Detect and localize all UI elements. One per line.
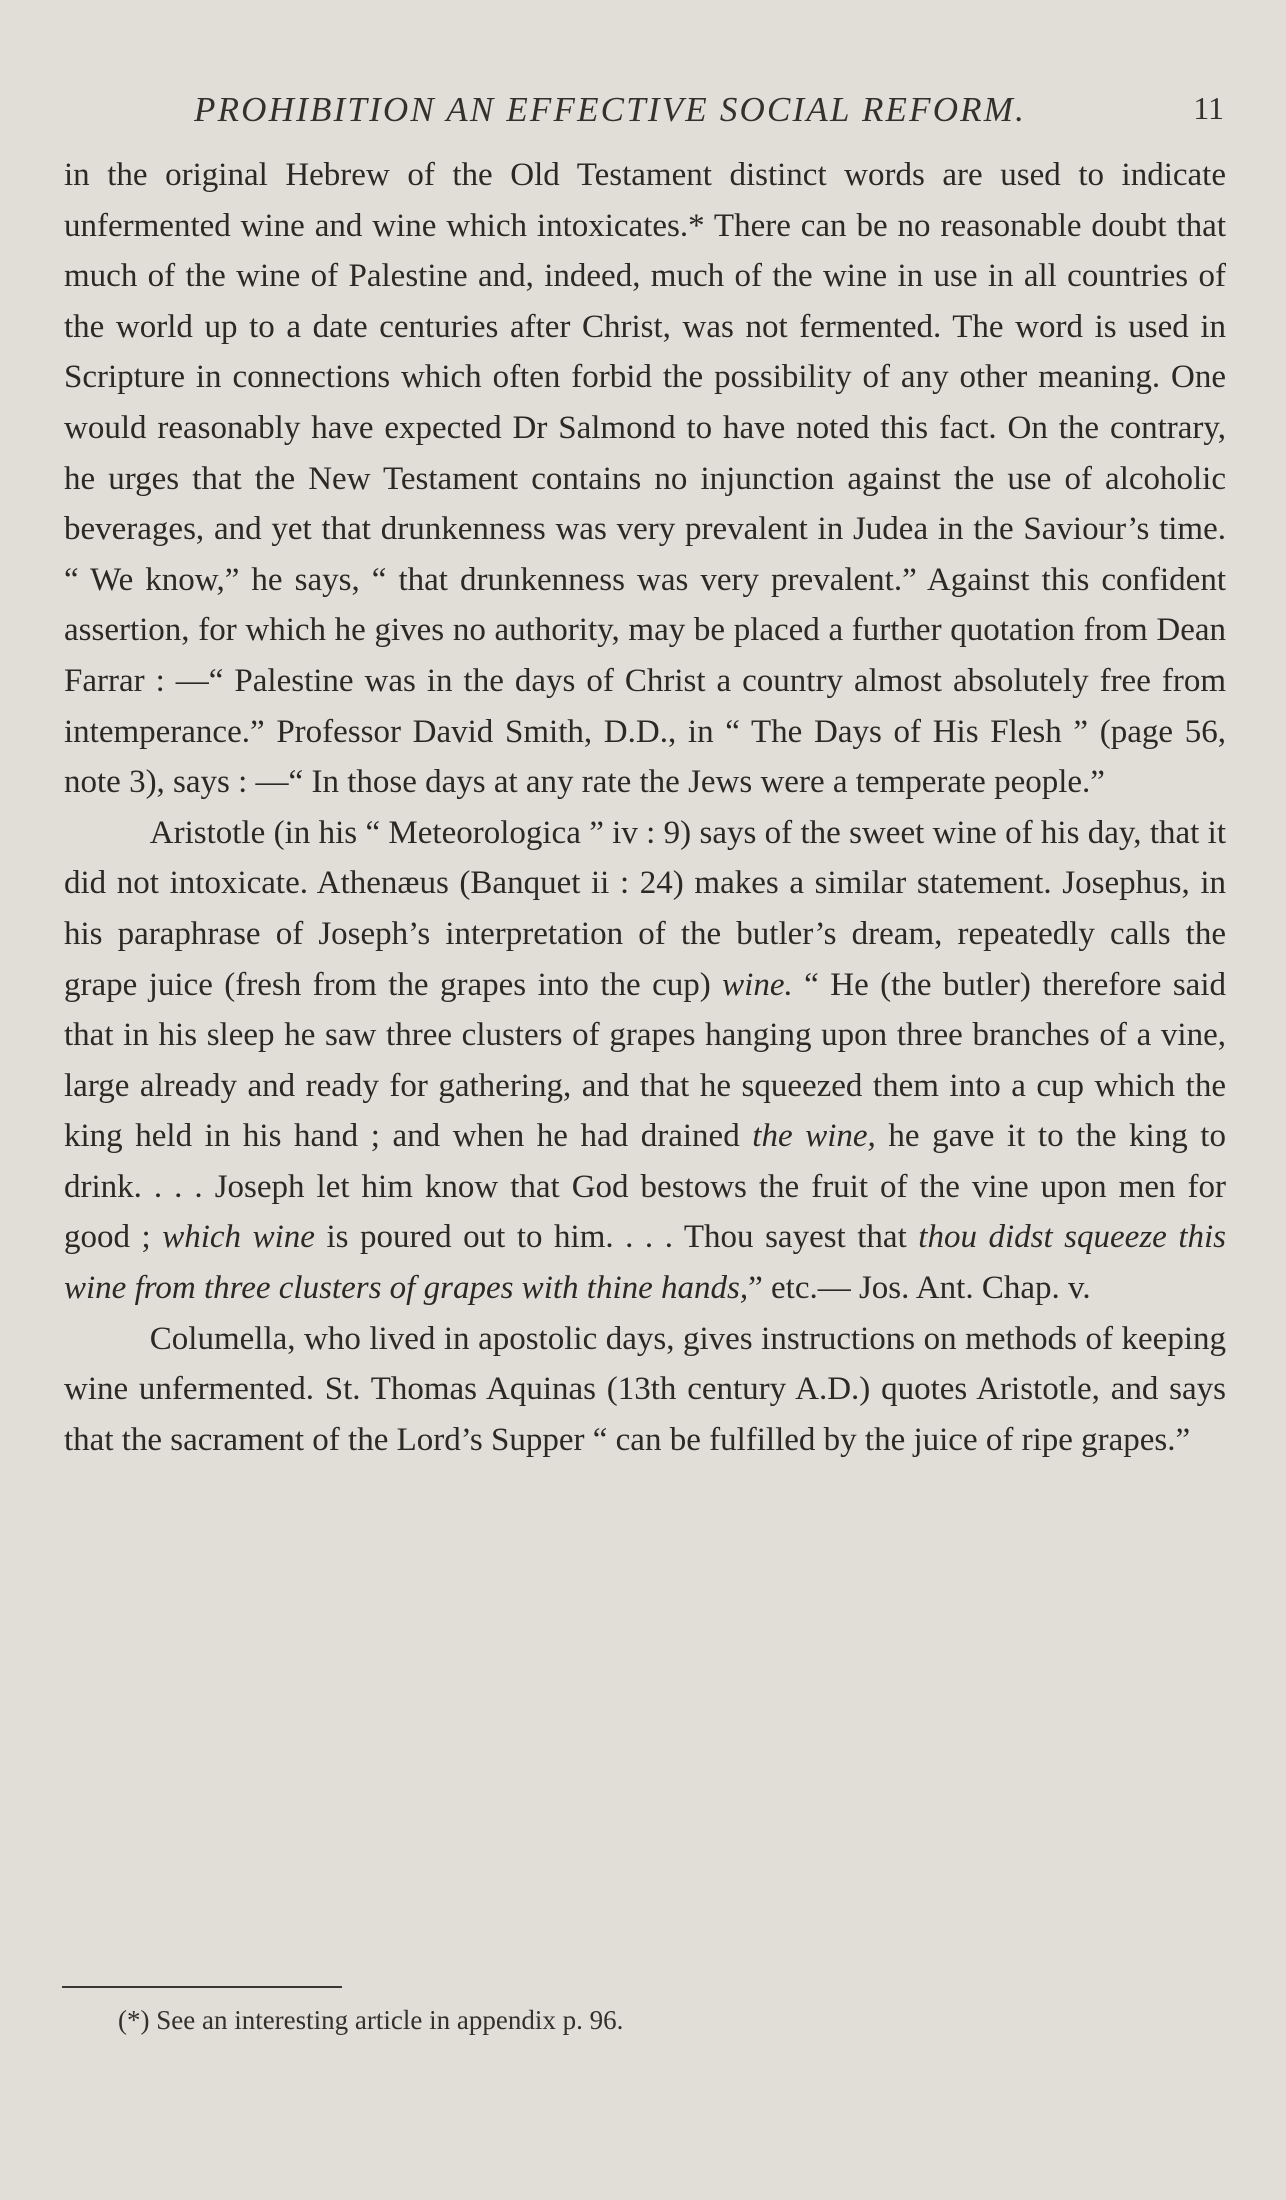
paragraph-2-italic-2: the wine, bbox=[752, 1118, 876, 1155]
paragraph-2-italic-3: which wine bbox=[162, 1219, 315, 1256]
paragraph-1: in the original Hebrew of the Old Testament distinct words are used to indicate unfermented wine and wine which intoxicates.* There can be no reasonable doubt that much of the wine of Palestine and, indeed, much of the wine in use in all countries of the world up to a date centuries after Christ, was not fermented. The word is used in Scripture in connections which often forbid the possibility of any other meaning. One would reasonably have expected Dr Salmond to have noted this fact. On the contrary, he urges that the New Testament contains no injunction against the use of alcoholic beverages, and yet that drunkenness was very prevalent in Judea in the Saviour’s time. “ We know,” he says, “ that drunkenness was very prevalent.” Against this confident assertion, for which he gives no authority, may be placed a further quotation from Dean Farrar : —“ Palestine was in the days of Christ a country almost absolutely free from intemperance.” Professor David Smith, D.D., in “ The Days of His Flesh ” (page 56, note 3), says : —“ In those days at any rate the Jews were a temperate people.” bbox=[64, 157, 1226, 801]
paragraph-2 bbox=[64, 808, 1226, 1314]
paragraph-2-italic-4: thou didst squeeze this wine from three clusters of grapes with thine hands, bbox=[64, 1219, 1227, 1307]
paragraph-2-italic-1: wine. bbox=[722, 966, 793, 1003]
paragraph-2-text-1: Aristotle (in his “ Meteorologica ” iv : 9) says of the sweet wine of his day, that it did not intoxicate. Athenæus (Banquet ii : 24) makes a similar statement. Josephus, in his paraphrase of Joseph’s interpretation of the butler’s dream, repeatedly calls the grape juice (fresh from the grapes into the cup) bbox=[64, 814, 1226, 1003]
page-number: 11 bbox=[1193, 90, 1224, 126]
paragraph-2-text-2: “ He (the butler) therefore said that in his sleep he saw three clusters of grapes hanging upon three branches of a vine, large already and ready for gathering, and that he squeezed them into a cup which the king held in his hand ; and when he had drained bbox=[64, 966, 1226, 1155]
paragraph-2-text-5: ” etc.— Jos. Ant. Chap. v. bbox=[748, 1270, 1091, 1307]
running-head bbox=[64, 86, 1224, 140]
body-text bbox=[64, 150, 1226, 1465]
paragraph-2-text-3: he gave it to the king to drink. . . . Joseph let him know that God bestows the fruit of the vine upon men for good ; bbox=[64, 1118, 1226, 1256]
running-title: PROHIBITION AN EFFECTIVE SOCIAL REFORM. bbox=[194, 90, 1027, 129]
paragraph-2-text-4: is poured out to him. . . . Thou sayest that bbox=[314, 1219, 919, 1256]
footnote: (*) See an interesting article in appendix p. 96. bbox=[118, 2005, 624, 2035]
paragraph-3: Columella, who lived in apostolic days, gives instructions on methods of keeping wine unfermented. St. Thomas Aquinas (13th century A.D.) quotes Aristotle, and says that the sacrament of the Lord’s Supper “ can be fulfilled by the juice of ripe grapes.” bbox=[64, 1320, 1226, 1458]
footnote-divider bbox=[62, 1986, 342, 1988]
